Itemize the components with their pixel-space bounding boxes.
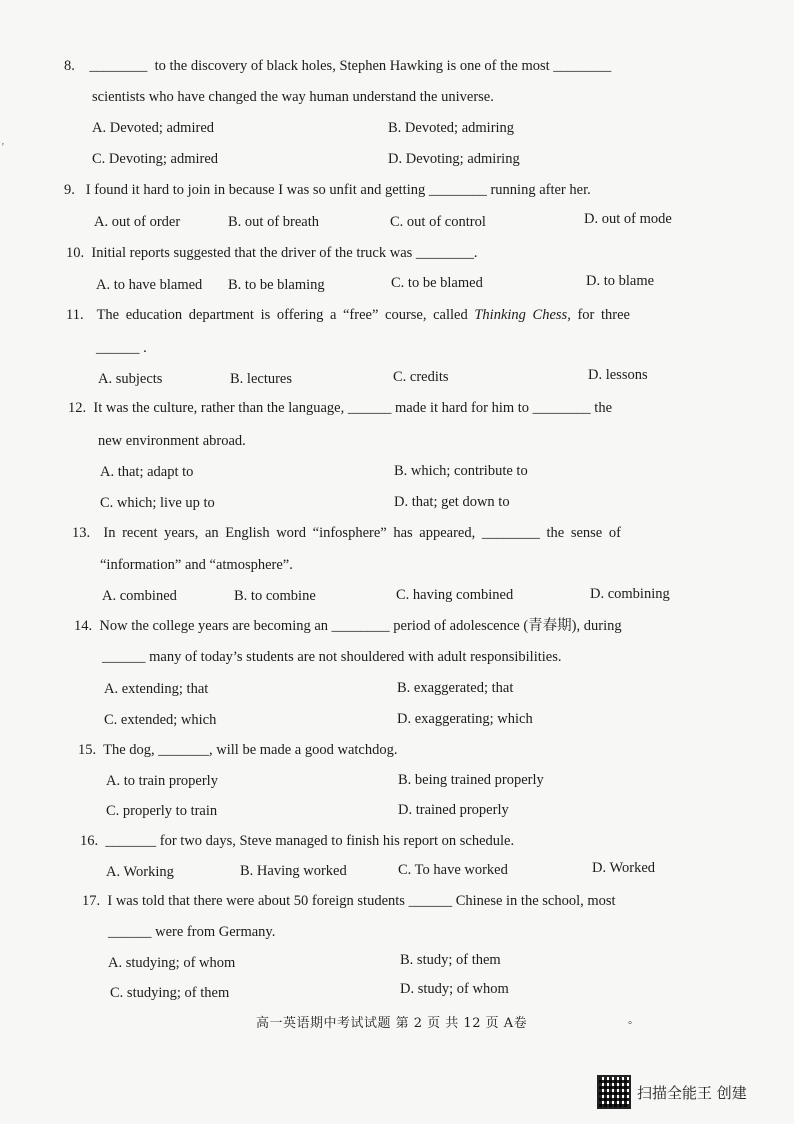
question-10-option-c: C. to be blamed bbox=[391, 275, 483, 291]
question-13-option-d: D. combining bbox=[590, 586, 670, 602]
question-11-option-d: D. lessons bbox=[588, 367, 648, 383]
question-13-option-c: C. having combined bbox=[396, 587, 514, 603]
question-11-stem-cont: ______ . bbox=[96, 340, 147, 356]
question-16-option-d: D. Worked bbox=[592, 860, 655, 876]
question-9-stem: 9. I found it hard to join in because I was so unfit and getting ________ running after her. bbox=[64, 182, 591, 198]
question-9-option-b: B. out of breath bbox=[228, 214, 320, 230]
question-16-option-a: A. Working bbox=[106, 864, 174, 880]
question-11-option-b: B. lectures bbox=[230, 371, 293, 387]
scan-speck: ' bbox=[2, 142, 4, 153]
question-13-option-b: B. to combine bbox=[234, 588, 316, 604]
question-14-stem: 14. Now the college years are becoming an ________ period of adolescence (青春期), during bbox=[74, 618, 622, 634]
question-12-option-b: B. which; contribute to bbox=[394, 463, 528, 479]
question-8-option-d: D. Devoting; admiring bbox=[388, 151, 520, 167]
page-footer: 高一英语期中考试试题 第 2 页 共 12 页 A卷 bbox=[256, 1016, 528, 1031]
question-10-stem: 10. Initial reports suggested that the driver of the truck was ________. bbox=[66, 245, 478, 261]
question-17-stem: 17. I was told that there were about 50 foreign students ______ Chinese in the school, most bbox=[82, 893, 616, 909]
qr-code-icon bbox=[597, 1075, 631, 1109]
question-10-option-b: B. to be blaming bbox=[228, 277, 325, 293]
question-11-stem: 11. The education department is offering a “free” course, called Thinking Chess, for three bbox=[66, 307, 630, 323]
question-12-stem: 12. It was the culture, rather than the language, ______ made it hard for him to ________ the bbox=[68, 400, 613, 416]
question-14-option-b: B. exaggerated; that bbox=[397, 680, 514, 696]
question-8-option-c: C. Devoting; admired bbox=[92, 151, 219, 167]
question-12-option-a: A. that; adapt to bbox=[100, 464, 194, 480]
question-17-stem-cont: ______ were from Germany. bbox=[108, 924, 276, 940]
scanner-watermark bbox=[597, 1075, 747, 1109]
question-15-option-c: C. properly to train bbox=[106, 803, 218, 819]
question-8-option-b: B. Devoted; admiring bbox=[388, 120, 515, 136]
question-15-option-d: D. trained properly bbox=[398, 802, 509, 818]
question-14-stem-cont: ______ many of today’s students are not shouldered with adult responsibilities. bbox=[102, 649, 562, 665]
question-8-stem: 8. ________ to the discovery of black holes, Stephen Hawking is one of the most ________ bbox=[64, 58, 612, 74]
question-16-option-c: C. To have worked bbox=[398, 862, 508, 878]
question-17-option-a: A. studying; of whom bbox=[108, 955, 236, 971]
question-17-option-d: D. study; of whom bbox=[400, 981, 509, 997]
question-11-option-c: C. credits bbox=[393, 369, 449, 385]
question-12-option-c: C. which; live up to bbox=[100, 495, 215, 511]
question-13-stem: 13. In recent years, an English word “infosphere” has appeared, ________ the sense of bbox=[72, 525, 621, 541]
question-12-option-d: D. that; get down to bbox=[394, 494, 510, 510]
question-13-stem-cont: “information” and “atmosphere”. bbox=[100, 557, 293, 573]
course-title: Thinking Chess bbox=[474, 307, 568, 323]
question-15-option-b: B. being trained properly bbox=[398, 772, 544, 788]
question-17-option-c: C. studying; of them bbox=[110, 985, 230, 1001]
question-9-option-a: A. out of order bbox=[94, 214, 181, 230]
question-15-option-a: A. to train properly bbox=[106, 773, 218, 789]
scanner-watermark-text: 扫描全能王 创建 bbox=[637, 1083, 747, 1102]
question-10-option-a: A. to have blamed bbox=[96, 277, 203, 293]
question-9-option-d: D. out of mode bbox=[584, 211, 672, 227]
question-17-option-b: B. study; of them bbox=[400, 952, 501, 968]
question-16-stem: 16. _______ for two days, Steve managed to finish his report on schedule. bbox=[80, 833, 515, 849]
question-11-option-a: A. subjects bbox=[98, 371, 163, 387]
question-8-option-a: A. Devoted; admired bbox=[92, 120, 215, 136]
question-9-option-c: C. out of control bbox=[390, 214, 486, 230]
question-13-option-a: A. combined bbox=[102, 588, 177, 604]
question-14-option-d: D. exaggerating; which bbox=[397, 711, 533, 727]
question-14-option-a: A. extending; that bbox=[104, 681, 209, 697]
question-16-option-b: B. Having worked bbox=[240, 863, 347, 879]
question-14-option-c: C. extended; which bbox=[104, 712, 217, 728]
scan-speck: ° bbox=[628, 1020, 632, 1031]
question-10-option-d: D. to blame bbox=[586, 273, 655, 289]
question-8-stem-cont: scientists who have changed the way human understand the universe. bbox=[92, 89, 494, 105]
question-12-stem-cont: new environment abroad. bbox=[98, 433, 246, 449]
question-15-stem: 15. The dog, _______, will be made a good watchdog. bbox=[78, 742, 398, 758]
